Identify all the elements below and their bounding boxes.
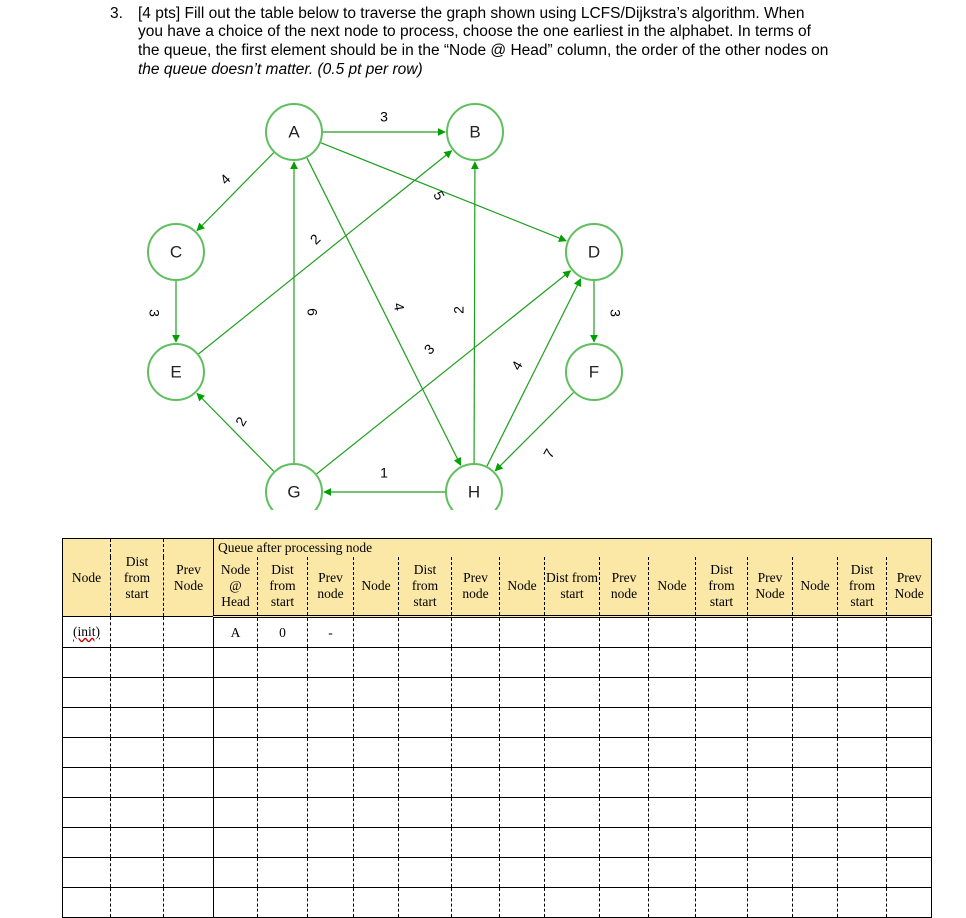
table-cell[interactable] — [838, 858, 887, 888]
header-q-prev-1: Prev node — [308, 557, 354, 617]
table-cell[interactable] — [793, 828, 838, 858]
table-cell[interactable] — [748, 678, 793, 708]
table-row — [63, 858, 932, 888]
header-q-node-5: Node — [793, 557, 838, 617]
graph-edges — [176, 132, 594, 492]
table-cell[interactable] — [63, 828, 111, 858]
table-cell[interactable] — [111, 768, 164, 798]
table-cell[interactable] — [649, 798, 696, 828]
table-cell[interactable] — [600, 858, 649, 888]
header-q-prev-3: Prev node — [600, 557, 649, 617]
table-cell[interactable] — [545, 858, 600, 888]
table-cell[interactable] — [696, 858, 748, 888]
table-cell[interactable] — [649, 888, 696, 918]
table-cell[interactable] — [164, 798, 214, 828]
table-cell[interactable] — [748, 798, 793, 828]
table-cell[interactable] — [887, 888, 932, 918]
header-q-node-3: Node — [500, 557, 545, 617]
table-cell[interactable] — [399, 768, 452, 798]
edge-weight-e-b: 2 — [306, 230, 324, 248]
edge-weight-h-b: 2 — [450, 306, 467, 314]
table-cell[interactable] — [887, 798, 932, 828]
edge-a-h — [307, 158, 461, 465]
table-cell[interactable] — [600, 798, 649, 828]
table-cell[interactable] — [696, 648, 748, 678]
table-cell[interactable] — [500, 738, 545, 768]
cell-q[interactable] — [793, 617, 838, 648]
table-cell[interactable] — [600, 678, 649, 708]
cell-head-prev[interactable]: - — [308, 617, 354, 648]
table-cell[interactable] — [111, 858, 164, 888]
cell-q[interactable] — [838, 617, 887, 648]
table-cell[interactable] — [354, 798, 399, 828]
table-cell[interactable] — [258, 828, 308, 858]
edge-f-h — [495, 393, 573, 471]
table-cell[interactable] — [452, 888, 500, 918]
table-row — [63, 888, 932, 918]
question-line-3: the queue, the first element should be in the “Node @ Head” column, the order of the other nodes on — [138, 42, 829, 59]
table-cell[interactable] — [111, 798, 164, 828]
table-empty-rows — [63, 648, 932, 918]
table-cell[interactable] — [308, 678, 354, 708]
table-cell[interactable] — [399, 888, 452, 918]
header-q-prev-4: Prev Node — [748, 557, 793, 617]
table-cell[interactable] — [214, 768, 258, 798]
graph-nodes — [148, 104, 622, 510]
table-cell[interactable] — [887, 738, 932, 768]
cell-q[interactable] — [649, 617, 696, 648]
edge-weight-f-h: 7 — [539, 445, 558, 461]
table-cell[interactable] — [793, 768, 838, 798]
table-cell[interactable] — [354, 828, 399, 858]
edge-h-b — [474, 162, 475, 463]
table-cell[interactable] — [399, 828, 452, 858]
table-cell[interactable] — [399, 648, 452, 678]
edge-weight-g-e: 2 — [231, 413, 250, 429]
table-cell[interactable] — [258, 858, 308, 888]
edge-weight-a-h: 4 — [390, 301, 408, 313]
table-cell[interactable] — [308, 768, 354, 798]
header-queue-title: Queue after processing node — [214, 539, 932, 558]
header-node: Node — [63, 539, 111, 617]
table-cell[interactable] — [793, 858, 838, 888]
table-cell[interactable] — [748, 888, 793, 918]
cell-q[interactable] — [887, 617, 932, 648]
table-cell[interactable] — [452, 768, 500, 798]
header-q-dist-1: Dist from start — [258, 557, 308, 617]
table-cell[interactable] — [649, 768, 696, 798]
header-q-prev-2: Prev node — [452, 557, 500, 617]
table-cell[interactable] — [838, 828, 887, 858]
edge-weight-a-c: 4 — [216, 170, 234, 188]
table-cell[interactable] — [500, 648, 545, 678]
cell-dist[interactable] — [111, 617, 164, 648]
table-cell[interactable] — [649, 828, 696, 858]
edge-g-e — [197, 393, 274, 471]
table-cell[interactable] — [164, 888, 214, 918]
table-cell[interactable] — [214, 828, 258, 858]
table-cell[interactable] — [887, 858, 932, 888]
table-cell[interactable] — [258, 798, 308, 828]
table-cell[interactable] — [793, 888, 838, 918]
graph-node-label-d: D — [587, 242, 601, 262]
edge-g-d — [317, 271, 571, 474]
table-cell[interactable] — [258, 708, 308, 738]
table-cell[interactable] — [452, 798, 500, 828]
table-cell[interactable] — [649, 678, 696, 708]
graph-edge-labels — [146, 109, 623, 481]
graph-node-label-f: F — [588, 362, 600, 382]
table-header-row-1 — [63, 539, 932, 558]
table-cell[interactable] — [111, 648, 164, 678]
table-cell[interactable] — [399, 798, 452, 828]
table-cell[interactable] — [452, 828, 500, 858]
table-cell[interactable] — [399, 708, 452, 738]
edge-weight-g-d: 3 — [420, 340, 438, 358]
table-cell[interactable] — [111, 828, 164, 858]
table-cell[interactable] — [600, 888, 649, 918]
table-cell[interactable] — [696, 798, 748, 828]
table-cell[interactable] — [308, 828, 354, 858]
table-cell[interactable] — [308, 798, 354, 828]
table-cell[interactable] — [258, 738, 308, 768]
table-cell[interactable] — [600, 708, 649, 738]
cell-q[interactable] — [452, 617, 500, 648]
edge-weight-g-a: 6 — [304, 308, 321, 316]
table-cell[interactable] — [111, 738, 164, 768]
table-row — [63, 828, 932, 858]
edge-weight-a-b: 3 — [380, 108, 388, 125]
table-cell[interactable] — [63, 888, 111, 918]
table-cell[interactable] — [887, 648, 932, 678]
table-cell[interactable] — [354, 768, 399, 798]
cell-q[interactable] — [545, 617, 600, 648]
table-cell[interactable] — [63, 768, 111, 798]
table-cell[interactable] — [308, 858, 354, 888]
table-cell[interactable] — [354, 648, 399, 678]
edge-weight-h-g: 1 — [380, 464, 388, 481]
graph-node-label-c: C — [169, 242, 183, 262]
table-cell[interactable] — [838, 708, 887, 738]
table-cell[interactable] — [649, 858, 696, 888]
cell-q[interactable] — [748, 617, 793, 648]
table-cell[interactable] — [793, 798, 838, 828]
cell-q[interactable] — [696, 617, 748, 648]
table-cell[interactable] — [214, 678, 258, 708]
table-cell[interactable] — [500, 708, 545, 738]
edge-e-b — [199, 151, 452, 354]
table-cell[interactable] — [838, 738, 887, 768]
table-row — [63, 738, 932, 768]
edge-weight-a-d: 5 — [430, 187, 449, 203]
table-cell[interactable] — [696, 678, 748, 708]
table-cell[interactable] — [545, 888, 600, 918]
table-cell[interactable] — [748, 648, 793, 678]
table-cell[interactable] — [452, 648, 500, 678]
table-cell[interactable] — [63, 678, 111, 708]
cell-q[interactable] — [354, 617, 399, 648]
table-row — [63, 708, 932, 738]
cell-node[interactable] — [63, 617, 111, 648]
table-row-init — [63, 617, 932, 648]
edge-weight-c-e: 3 — [146, 309, 163, 317]
table-row — [63, 798, 932, 828]
header-q-dist-3: Dist from start — [545, 557, 600, 617]
table-cell[interactable] — [214, 648, 258, 678]
table-cell[interactable] — [63, 738, 111, 768]
graph-node-label-g: G — [287, 482, 301, 502]
table-cell[interactable] — [545, 738, 600, 768]
table-cell[interactable] — [696, 768, 748, 798]
header-q-prev-5: Prev Node — [887, 557, 932, 617]
table-cell[interactable] — [649, 708, 696, 738]
table-cell[interactable] — [354, 888, 399, 918]
table-cell[interactable] — [214, 738, 258, 768]
table-cell[interactable] — [500, 858, 545, 888]
table-cell[interactable] — [399, 738, 452, 768]
header-q-dist-5: Dist from start — [838, 557, 887, 617]
table-cell[interactable] — [258, 648, 308, 678]
table-row — [63, 678, 932, 708]
table-cell[interactable] — [354, 708, 399, 738]
graph-node-label-b: B — [469, 122, 481, 142]
table-cell[interactable] — [164, 678, 214, 708]
table-cell[interactable] — [63, 798, 111, 828]
table-cell[interactable] — [793, 648, 838, 678]
cell-q[interactable] — [399, 617, 452, 648]
table-cell[interactable] — [63, 708, 111, 738]
table-cell[interactable] — [258, 768, 308, 798]
cell-head-node[interactable]: A — [214, 617, 258, 648]
table-cell[interactable] — [500, 798, 545, 828]
table-cell[interactable] — [793, 738, 838, 768]
table-cell[interactable] — [500, 768, 545, 798]
table-cell[interactable] — [649, 648, 696, 678]
table-cell[interactable] — [111, 708, 164, 738]
table-cell[interactable] — [600, 648, 649, 678]
table-cell[interactable] — [399, 678, 452, 708]
table-cell[interactable] — [308, 738, 354, 768]
table-cell[interactable] — [748, 768, 793, 798]
table-cell[interactable] — [600, 828, 649, 858]
table-cell[interactable] — [793, 708, 838, 738]
table-cell[interactable] — [354, 738, 399, 768]
table-cell[interactable] — [748, 858, 793, 888]
table-cell[interactable] — [452, 678, 500, 708]
header-q-node-head: Node @ Head — [214, 557, 258, 617]
init-label: (init) — [73, 624, 100, 639]
table-cell[interactable] — [545, 828, 600, 858]
cell-head-dist[interactable]: 0 — [258, 617, 308, 648]
table-cell[interactable] — [838, 888, 887, 918]
table-cell[interactable] — [354, 858, 399, 888]
header-dist-from-start: Dist from start — [111, 539, 164, 617]
graph-node-label-a: A — [288, 122, 300, 142]
table-cell[interactable] — [214, 798, 258, 828]
table-cell[interactable] — [399, 858, 452, 888]
table-cell[interactable] — [748, 828, 793, 858]
header-q-node-4: Node — [649, 557, 696, 617]
table-cell[interactable] — [793, 678, 838, 708]
table-cell[interactable] — [63, 858, 111, 888]
table-cell[interactable] — [164, 768, 214, 798]
table-cell[interactable] — [696, 888, 748, 918]
question-line-2: you have a choice of the next node to process, choose the one earliest in the alphabet. In terms of — [138, 23, 811, 40]
table-cell[interactable] — [500, 678, 545, 708]
header-prev-node: Prev Node — [164, 539, 214, 617]
table-cell[interactable] — [164, 738, 214, 768]
table-cell[interactable] — [164, 858, 214, 888]
header-q-node-2: Node — [354, 557, 399, 617]
edge-a-c — [197, 153, 274, 231]
table-cell[interactable] — [308, 708, 354, 738]
table-cell[interactable] — [308, 648, 354, 678]
table-cell[interactable] — [500, 828, 545, 858]
table-cell[interactable] — [452, 738, 500, 768]
table-cell[interactable] — [354, 678, 399, 708]
table-cell[interactable] — [887, 768, 932, 798]
table-cell[interactable] — [696, 708, 748, 738]
graph-node-label-e: E — [170, 362, 182, 382]
table-cell[interactable] — [838, 648, 887, 678]
table-cell[interactable] — [258, 678, 308, 708]
cell-q[interactable] — [500, 617, 545, 648]
table-cell[interactable] — [545, 798, 600, 828]
table-cell[interactable] — [111, 678, 164, 708]
trace-table-wrapper — [62, 538, 931, 896]
table-cell[interactable] — [887, 678, 932, 708]
question-line-4: the queue doesn’t matter. (0.5 pt per row) — [138, 61, 423, 78]
trace-table — [62, 538, 932, 918]
table-cell[interactable] — [649, 738, 696, 768]
table-cell[interactable] — [748, 738, 793, 768]
table-cell[interactable] — [748, 708, 793, 738]
table-cell[interactable] — [696, 738, 748, 768]
cell-q[interactable] — [600, 617, 649, 648]
question-line-1: [4 pts] Fill out the table below to traverse the graph shown using LCFS/Dijkstra’s algorithm. When — [138, 5, 805, 22]
table-cell[interactable] — [63, 648, 111, 678]
table-cell[interactable] — [600, 768, 649, 798]
graph-node-label-h: H — [467, 482, 481, 502]
table-cell[interactable] — [111, 888, 164, 918]
table-cell[interactable] — [452, 708, 500, 738]
header-q-dist-4: Dist from start — [696, 557, 748, 617]
table-row — [63, 768, 932, 798]
table-cell[interactable] — [214, 888, 258, 918]
table-cell[interactable] — [545, 648, 600, 678]
table-cell[interactable] — [838, 768, 887, 798]
cell-prev[interactable] — [164, 617, 214, 648]
table-cell[interactable] — [838, 798, 887, 828]
table-cell[interactable] — [164, 708, 214, 738]
question-number: 3. — [110, 5, 123, 22]
header-q-dist-2: Dist from start — [399, 557, 452, 617]
graph-diagram — [0, 90, 966, 510]
table-cell[interactable] — [887, 708, 932, 738]
table-cell[interactable] — [214, 708, 258, 738]
table-row — [63, 648, 932, 678]
edge-weight-d-f: 3 — [607, 309, 624, 317]
table-cell[interactable] — [600, 738, 649, 768]
table-cell[interactable] — [545, 768, 600, 798]
table-cell[interactable] — [164, 828, 214, 858]
table-cell[interactable] — [258, 888, 308, 918]
table-cell[interactable] — [838, 678, 887, 708]
table-cell[interactable] — [452, 858, 500, 888]
table-cell[interactable] — [545, 708, 600, 738]
table-cell[interactable] — [696, 828, 748, 858]
edge-weight-h-d: 4 — [507, 357, 526, 373]
table-cell[interactable] — [545, 678, 600, 708]
table-cell[interactable] — [500, 888, 545, 918]
table-cell[interactable] — [214, 858, 258, 888]
table-cell[interactable] — [308, 888, 354, 918]
table-cell[interactable] — [164, 648, 214, 678]
table-cell[interactable] — [887, 828, 932, 858]
